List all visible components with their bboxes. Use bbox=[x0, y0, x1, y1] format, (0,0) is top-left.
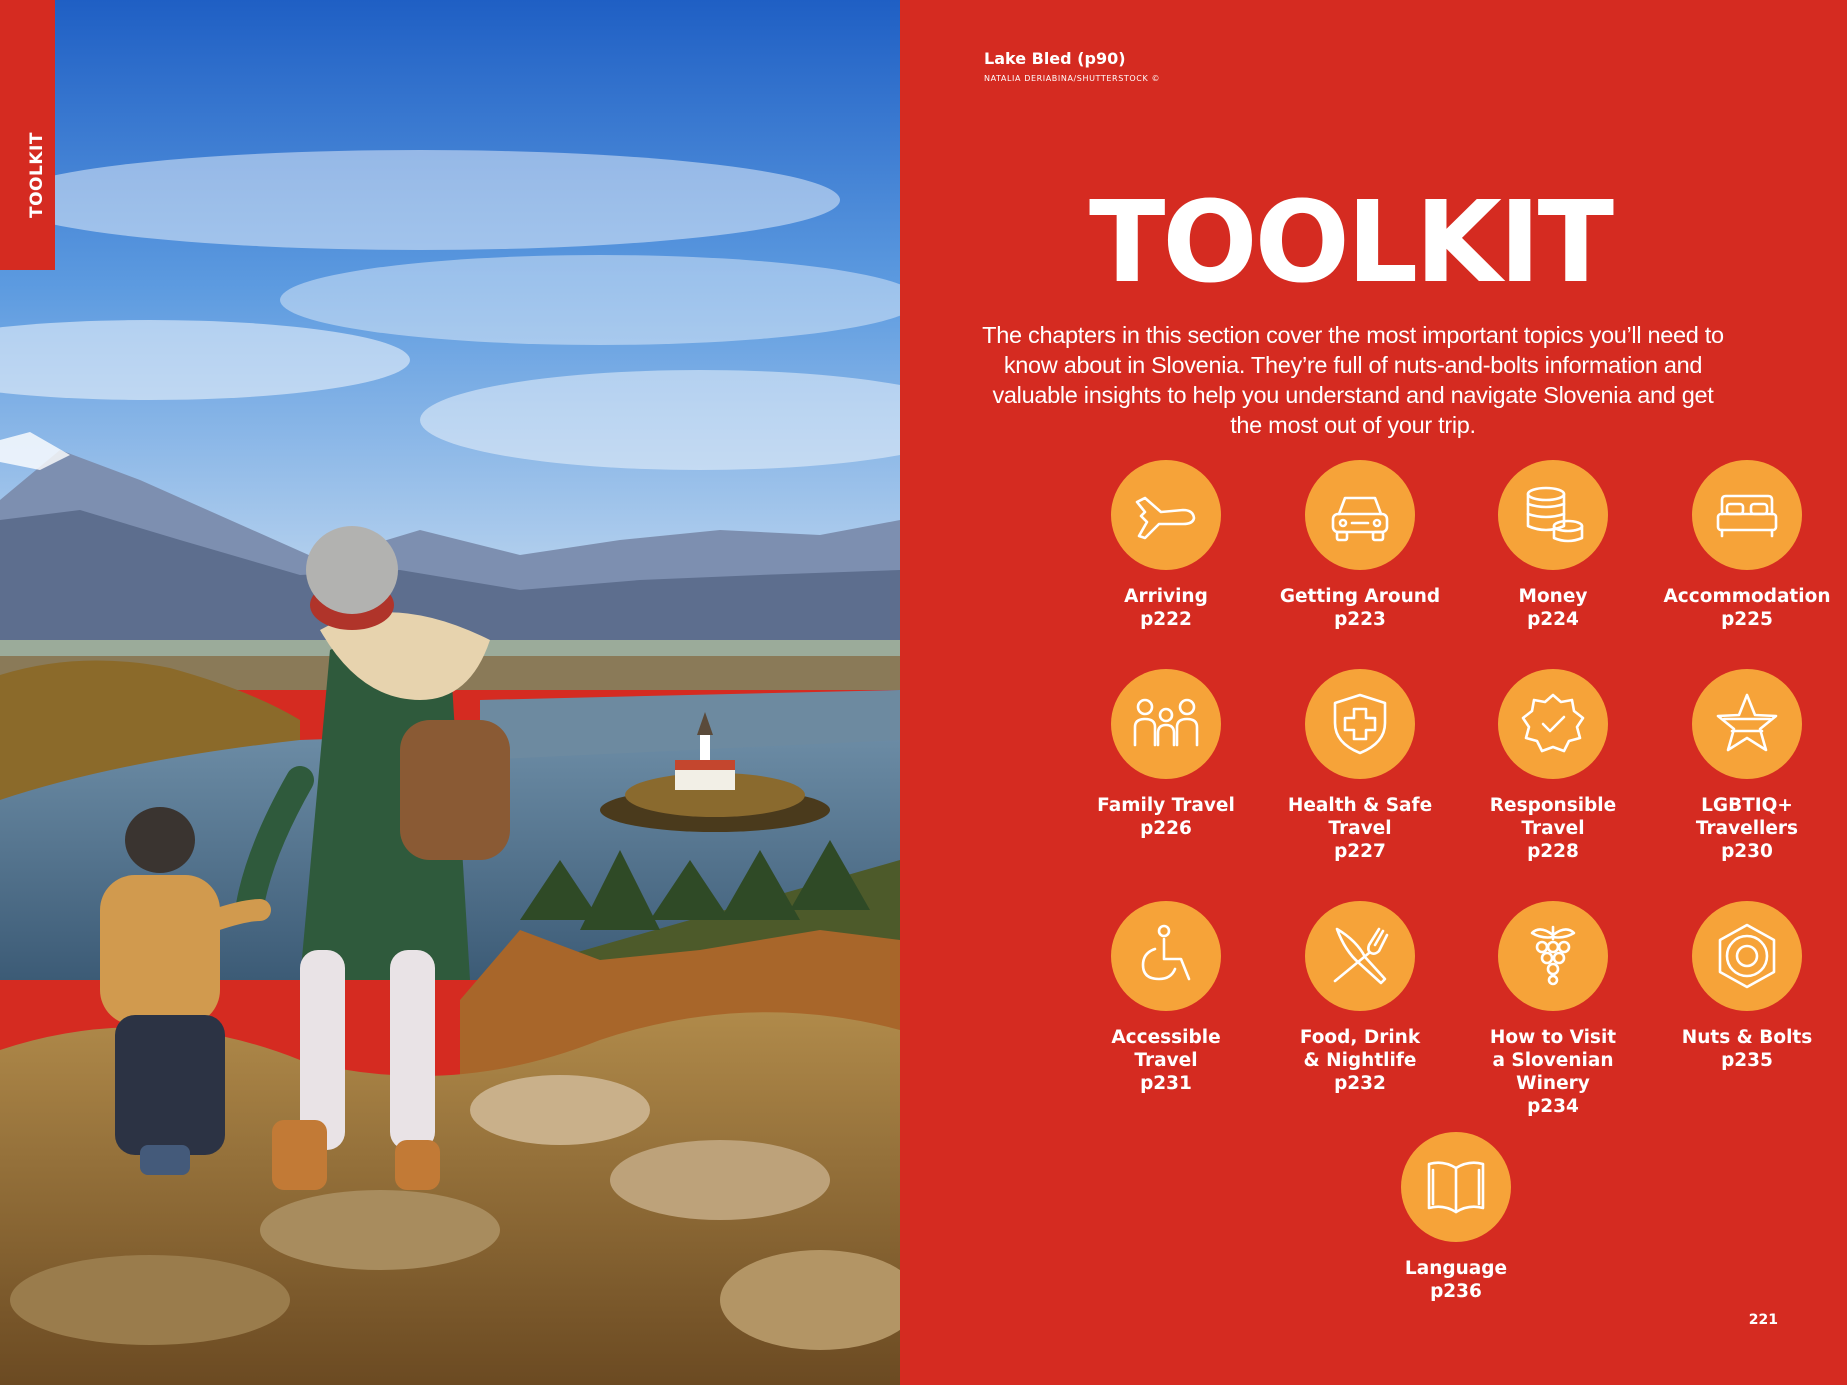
shield-cross-icon bbox=[1325, 689, 1395, 759]
icon-circle bbox=[1111, 901, 1221, 1011]
wheelchair-icon bbox=[1131, 921, 1201, 991]
topic-nuts-bolts[interactable] bbox=[1647, 901, 1847, 1072]
caption-title: Lake Bled (p90) bbox=[984, 49, 1126, 68]
coins-icon bbox=[1518, 480, 1588, 550]
icon-circle bbox=[1498, 669, 1608, 779]
topic-label: Responsible Travel bbox=[1489, 795, 1617, 839]
cover-photo bbox=[0, 0, 900, 1385]
toolkit-page bbox=[900, 0, 1831, 1385]
topic-page: p230 bbox=[1721, 841, 1773, 862]
icon-circle bbox=[1498, 460, 1608, 570]
bed-icon bbox=[1712, 480, 1782, 550]
topic-page: p236 bbox=[1430, 1281, 1482, 1302]
lake-bled-photo bbox=[0, 0, 900, 1385]
icon-circle bbox=[1305, 460, 1415, 570]
topic-page: p235 bbox=[1721, 1050, 1773, 1071]
topic-accessible-travel[interactable] bbox=[1066, 901, 1266, 1095]
side-tab-label: TOOLKIT bbox=[27, 132, 47, 218]
topic-health-safe-travel[interactable] bbox=[1260, 669, 1460, 863]
page-number: 221 bbox=[1748, 1312, 1778, 1328]
topic-label: LGBTIQ+ Travellers bbox=[1695, 795, 1799, 839]
topic-page: p234 bbox=[1527, 1096, 1579, 1117]
topic-page: p227 bbox=[1334, 841, 1386, 862]
icon-circle bbox=[1111, 669, 1221, 779]
icon-circle bbox=[1498, 901, 1608, 1011]
topic-page: p226 bbox=[1140, 818, 1192, 839]
topic-arriving[interactable] bbox=[1066, 460, 1266, 631]
car-icon bbox=[1325, 480, 1395, 550]
topic-family-travel[interactable] bbox=[1066, 669, 1266, 840]
topic-page: p224 bbox=[1527, 609, 1579, 630]
intro-paragraph: The chapters in this section cover the most important topics you’ll need to know about in Slovenia. They’re full of nuts-and-bolts information and valuable insights to help you understand and navigate Slovenia and get the most out of your trip. bbox=[982, 322, 1724, 438]
page-title: TOOLKIT bbox=[1088, 178, 1612, 308]
topic-label: Food, Drink & Nightlife bbox=[1299, 1027, 1421, 1071]
topic-label: Family Travel bbox=[1097, 795, 1235, 816]
section-side-tab bbox=[0, 0, 55, 270]
fork-knife-icon bbox=[1325, 921, 1395, 991]
topic-label: Arriving bbox=[1124, 586, 1208, 607]
nut-icon bbox=[1712, 921, 1782, 991]
icon-circle bbox=[1692, 460, 1802, 570]
topic-getting-around[interactable] bbox=[1260, 460, 1460, 631]
topic-label: Health & Safe Travel bbox=[1287, 795, 1433, 839]
icon-circle bbox=[1111, 460, 1221, 570]
grapes-icon bbox=[1518, 921, 1588, 991]
topic-page: p232 bbox=[1334, 1073, 1386, 1094]
caption-credit: NATALIA DERIABINA/SHUTTERSTOCK © bbox=[984, 74, 1161, 83]
topic-label: Money bbox=[1518, 586, 1588, 607]
topic-label: Accommodation bbox=[1663, 586, 1831, 607]
badge-check-icon bbox=[1518, 689, 1588, 759]
topic-label: How to Visit a Slovenian Winery bbox=[1489, 1027, 1617, 1094]
topic-language[interactable] bbox=[1356, 1132, 1556, 1303]
topic-lgbtiq-travellers[interactable] bbox=[1647, 669, 1847, 863]
topic-label: Accessible Travel bbox=[1111, 1027, 1221, 1071]
book-icon bbox=[1421, 1152, 1491, 1222]
topic-page: p228 bbox=[1527, 841, 1579, 862]
topic-money[interactable] bbox=[1453, 460, 1653, 631]
topic-label: Getting Around bbox=[1279, 586, 1441, 607]
icon-circle bbox=[1692, 901, 1802, 1011]
plane-icon bbox=[1131, 480, 1201, 550]
topic-page: p223 bbox=[1334, 609, 1386, 630]
icon-circle bbox=[1305, 901, 1415, 1011]
topic-label: Language bbox=[1404, 1258, 1508, 1279]
star-icon bbox=[1712, 689, 1782, 759]
topic-slovenian-winery[interactable] bbox=[1453, 901, 1653, 1118]
photo-caption bbox=[984, 49, 1160, 83]
family-icon bbox=[1131, 689, 1201, 759]
topic-accommodation[interactable] bbox=[1647, 460, 1847, 631]
topic-food-drink-nightlife[interactable] bbox=[1260, 901, 1460, 1095]
icon-circle bbox=[1305, 669, 1415, 779]
topic-page: p225 bbox=[1721, 609, 1773, 630]
topic-responsible-travel[interactable] bbox=[1453, 669, 1653, 863]
topic-label: Nuts & Bolts bbox=[1681, 1027, 1813, 1048]
icon-circle bbox=[1401, 1132, 1511, 1242]
topic-page: p231 bbox=[1140, 1073, 1192, 1094]
icon-circle bbox=[1692, 669, 1802, 779]
topic-page: p222 bbox=[1140, 609, 1192, 630]
